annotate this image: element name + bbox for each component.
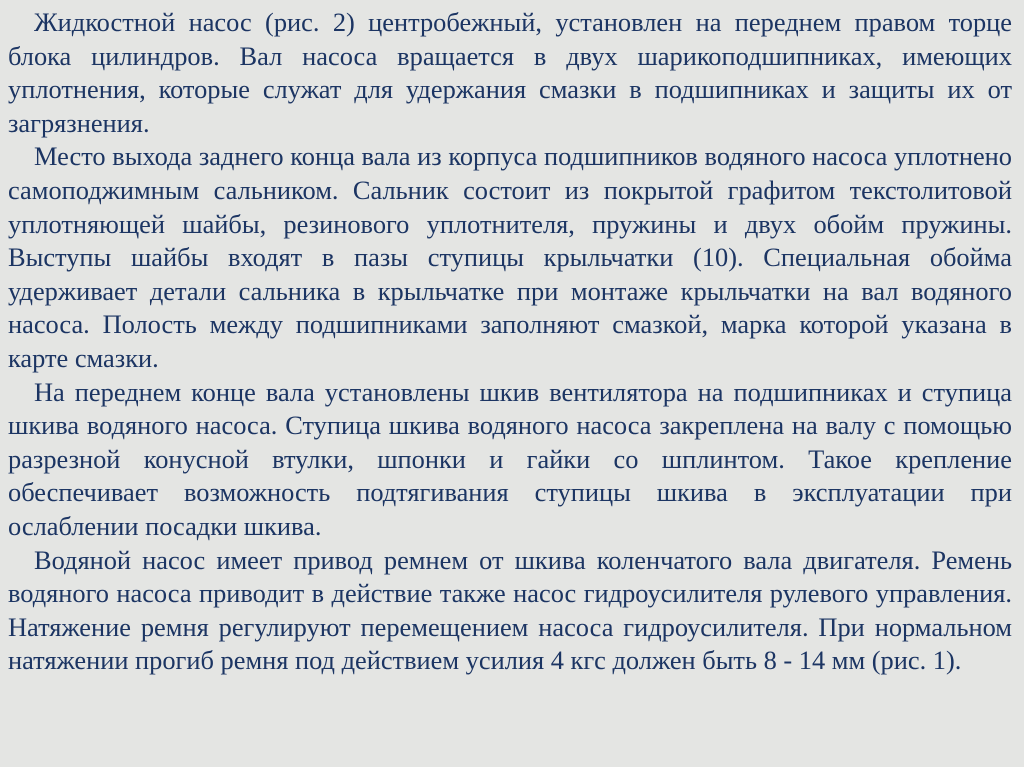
paragraph-shaft-seal: Место выхода заднего конца вала из корпуса подшипников водяного насоса уплотнено самоподжимным сальником. Сальник состоит из покрытой графитом текстолитовой уплотняющей шайбы, резинового уплотнителя, пружины и двух обойм пружины. Выступы шайбы входят в пазы ступицы крыльчатки (10). Специальная обойма удерживает детали сальника в крыльчатке при монтаже крыльчатки на вал водяного насоса. Полость между подшипниками заполняют смазкой, марка которой указана в карте смазки. (8, 141, 1012, 373)
body-text (8, 6, 1012, 678)
paragraph-belt-drive: Водяной насос имеет привод ремнем от шкива коленчатого вала двигателя. Ремень водяного насоса приводит в действие также насос гидроусилителя рулевого управления. Натяжение ремня регулируют перемещением насоса гидроусилителя. При нормальном натяжении прогиб ремня под действием усилия 4 кгс должен быть 8 - 14 мм (рис. 1). (8, 544, 1012, 676)
paragraph-pump-description: Жидкостной насос (рис. 2) центробежный, установлен на переднем правом торце блока цилиндров. Вал насоса вращается в двух шарикоподшипниках, имеющих уплотнения, которые служат для удержания смазки в подшипниках и защиты их от загрязнения. (8, 7, 1012, 138)
paragraph-pulley-hub: На переднем конце вала установлены шкив вентилятора на подшипниках и ступица шкива водяного насоса. Ступица шкива водяного насоса закреплена на валу с помощью разрезной конусной втулки, шпонки и гайки со шплинтом. Такое крепление обеспечивает возможность подтягивания ступицы шкива в эксплуатации при ослаблении посадки шкива. (8, 376, 1012, 541)
